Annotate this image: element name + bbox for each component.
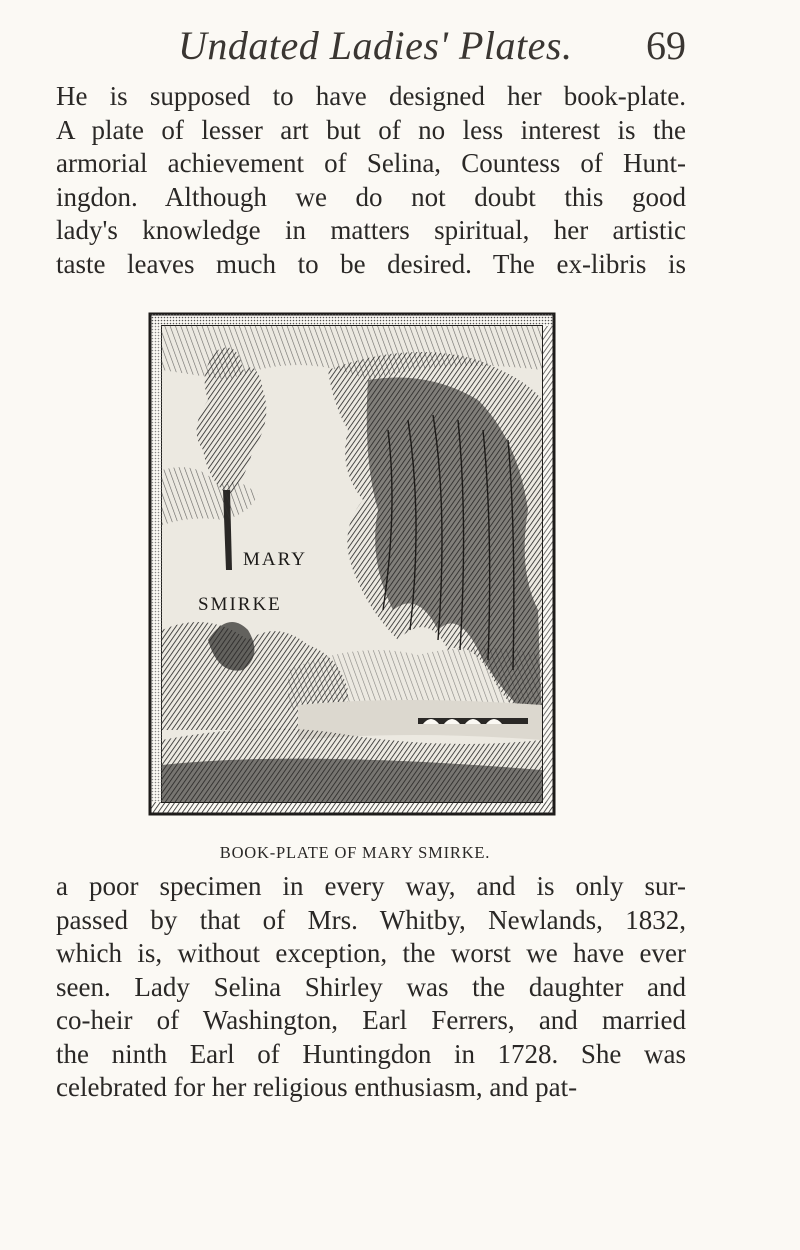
paragraph-line: which is, without exception, the worst we have ever xyxy=(56,938,686,968)
running-head xyxy=(0,22,800,82)
inscription-surname: SMIRKE xyxy=(198,594,282,615)
bookplate-illustration xyxy=(148,310,556,818)
figure-caption: BOOK-PLATE OF MARY SMIRKE. xyxy=(219,843,491,862)
paragraph-line: A plate of lesser art but of no less interest is the xyxy=(56,114,686,145)
paragraph-line: a poor specimen in every way, and is only sur- xyxy=(56,871,686,901)
paragraph-top xyxy=(56,80,686,281)
paragraph-bottom xyxy=(56,870,686,1105)
paragraph-line: passed by that of Mrs. Whitby, Newlands, 1832, xyxy=(56,904,686,935)
page-number: 69 xyxy=(646,23,686,68)
paragraph-line: the ninth Earl of Huntingdon in 1728. She was xyxy=(56,1038,686,1069)
paragraph-line: ingdon. Although we do not doubt this good xyxy=(56,181,686,212)
bridge xyxy=(418,718,528,724)
paragraph-line: taste leaves much to be desired. The ex-libris is xyxy=(56,248,686,279)
paragraph-line: armorial achievement of Selina, Countess of Hunt- xyxy=(56,148,686,178)
paragraph-line: He is supposed to have designed her book-plate. xyxy=(56,81,686,111)
paragraph-line: celebrated for her religious enthusiasm, and pat- xyxy=(56,1072,578,1102)
running-head-title: Undated Ladies' Plates. xyxy=(178,23,573,68)
paragraph-line: co-heir of Washington, Earl Ferrers, and married xyxy=(56,1005,686,1035)
paragraph-line: lady's knowledge in matters spiritual, her artistic xyxy=(56,215,686,245)
paragraph-line: seen. Lady Selina Shirley was the daughter and xyxy=(56,971,686,1002)
inscription-first-name: MARY xyxy=(243,549,307,570)
